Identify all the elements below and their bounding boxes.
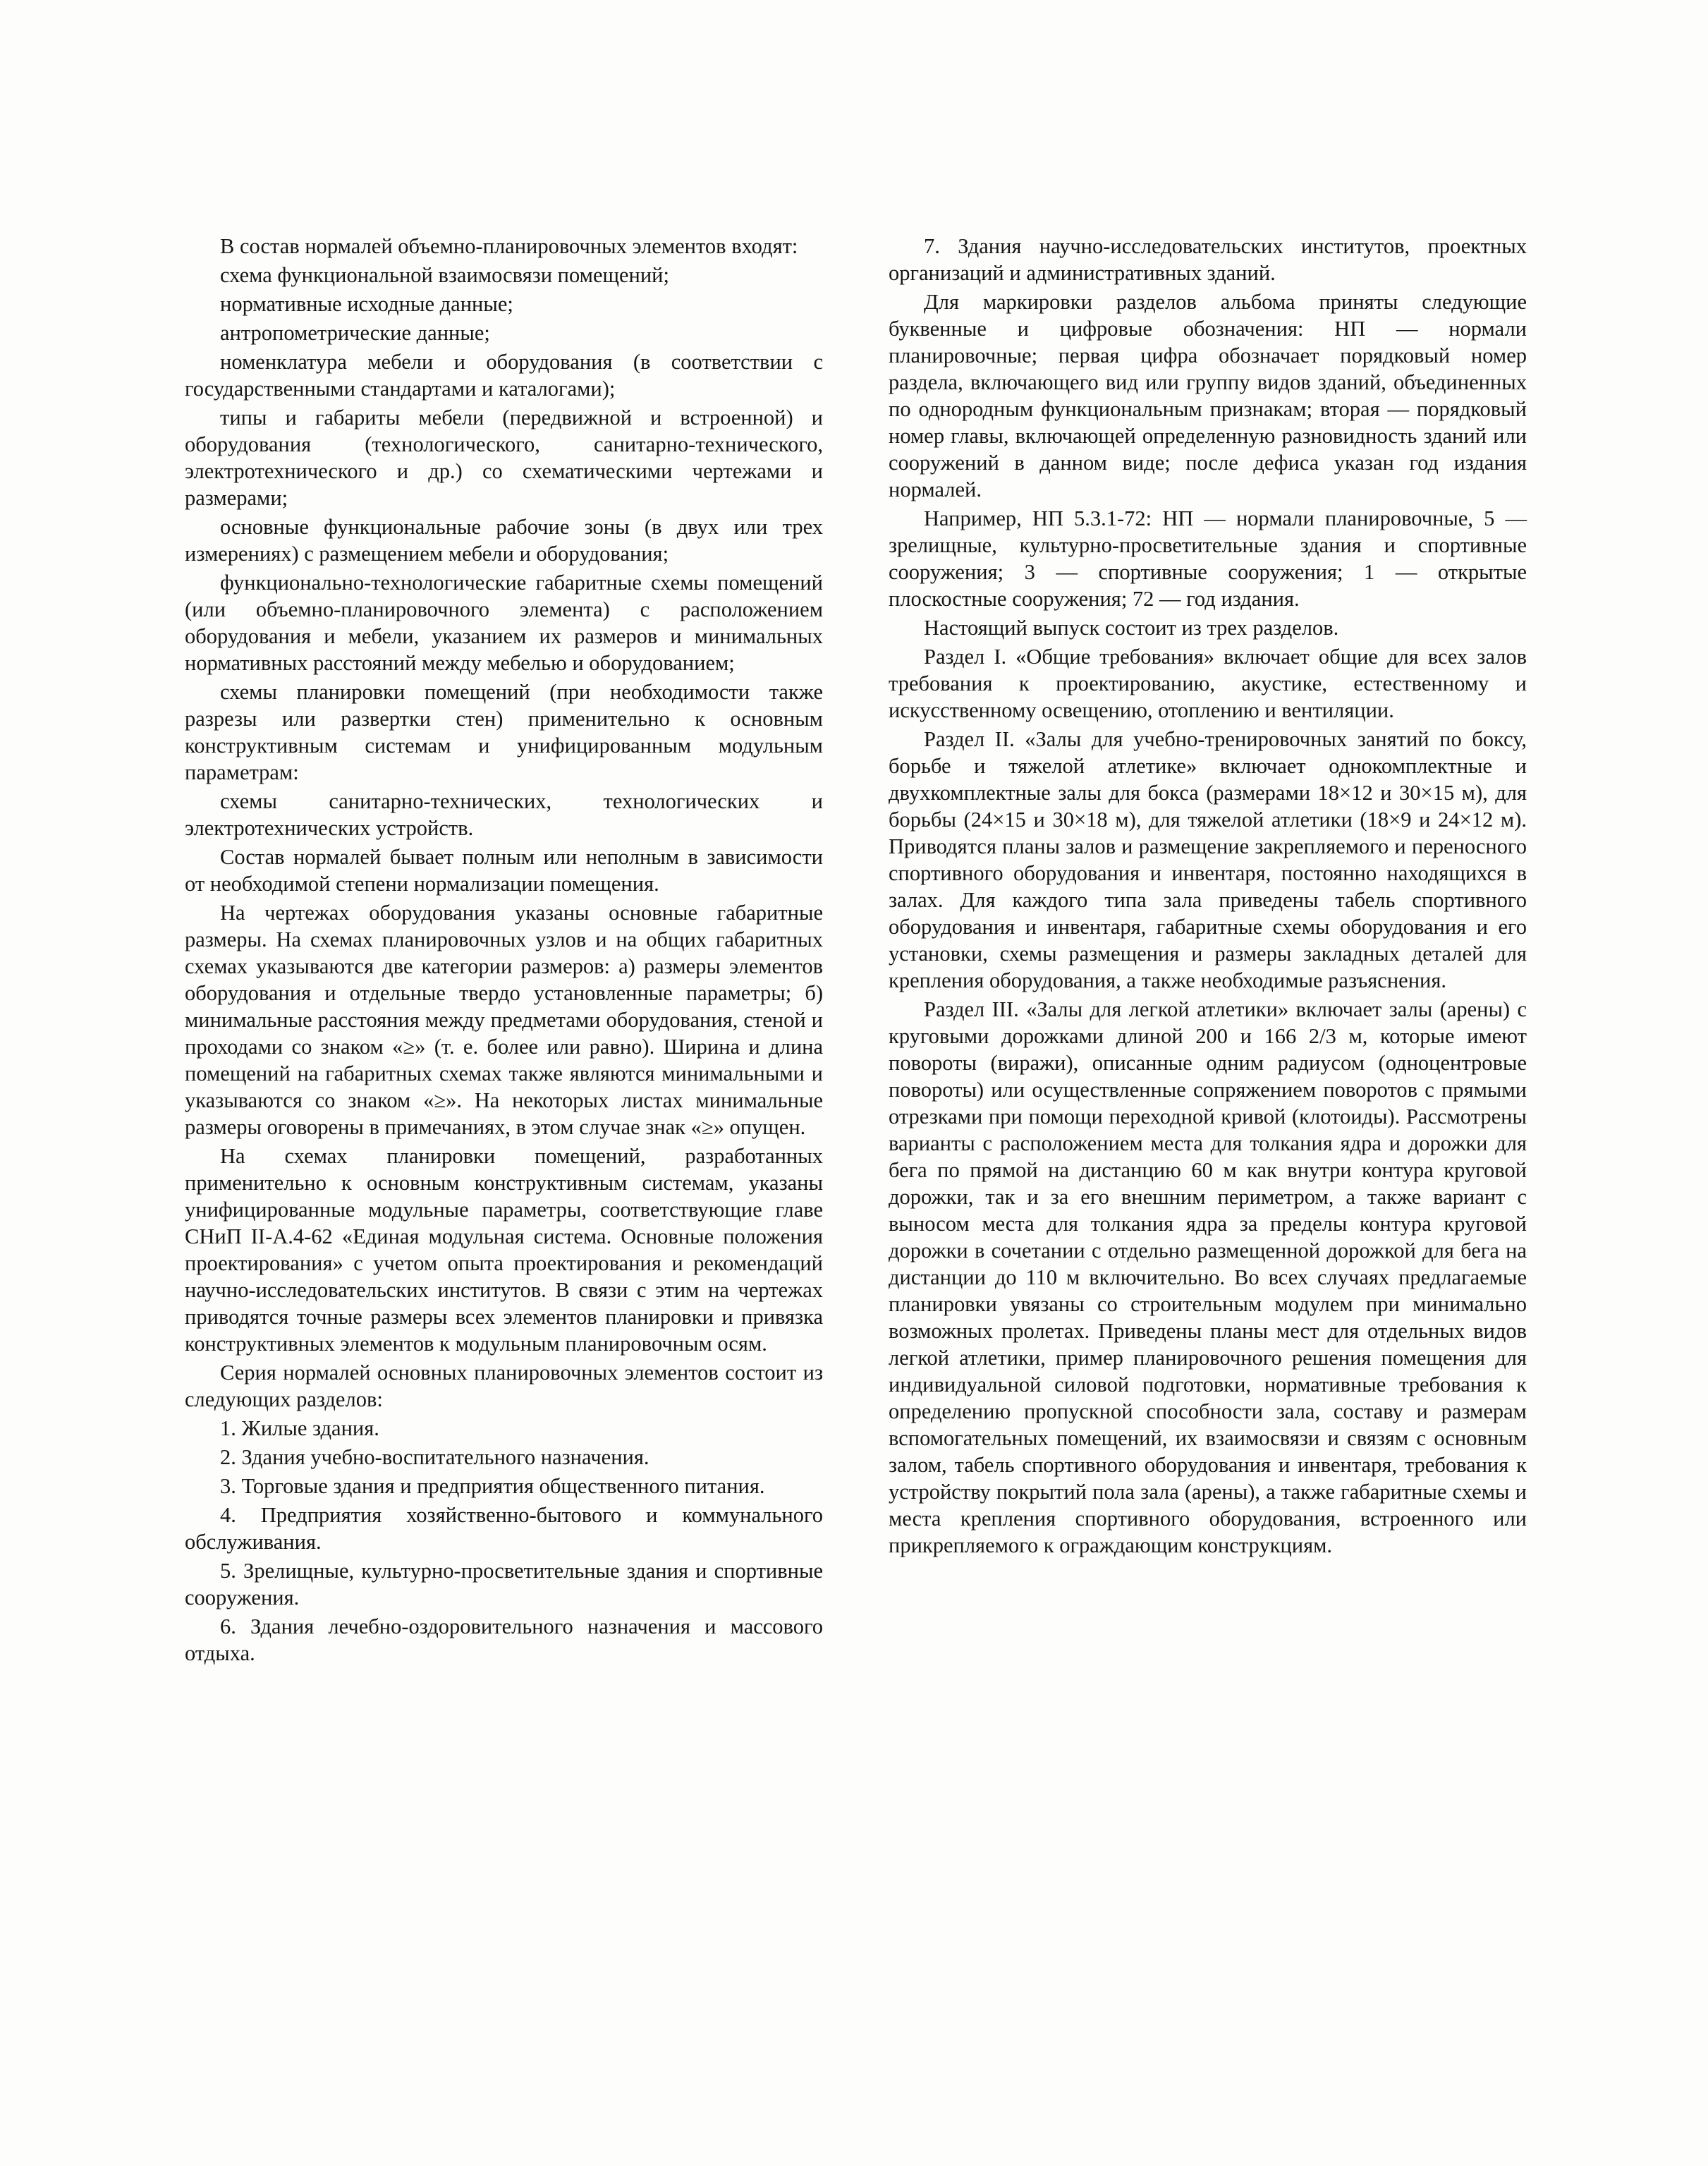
- paragraph: Раздел II. «Залы для учебно-тренировочных занятий по боксу, борьбе и тяжелой атлетике» включает однокомплектные и двухкомплектные залы для бокса (размерами 18×12 и 30×15 м), для борьбы (24×15 и 30×18 м), для тяжелой атлетики (18×9 и 24×12 м). Приводятся планы залов и размещение закрепляемого и переносного спортивного оборудования и инвентаря, постоянно находящихся в залах. Для каждого типа зала приведены табель спортивного оборудования и инвентаря, габаритные схемы оборудования и его установки, схемы размещения и размеры закладных деталей для крепления оборудования, а также необходимые разъяснения.: [889, 727, 1527, 992]
- paragraph: В состав нормалей объемно-планировочных элементов входят:: [220, 234, 798, 258]
- right-column: [889, 233, 1527, 1561]
- paragraph: Серия нормалей основных планировочных элементов состоит из следующих разделов:: [185, 1361, 823, 1411]
- list-item: 7. Здания научно-исследовательских институтов, проектных организаций и административных зданий.: [889, 234, 1527, 285]
- paragraph: антропометрические данные;: [220, 321, 490, 345]
- list-item: 3. Торговые здания и предприятия общественного питания.: [220, 1474, 765, 1498]
- paragraph: Раздел I. «Общие требования» включает общие для всех залов требования к проектированию, акустике, естественному и искусственному освещению, отоплению и вентиляции.: [889, 645, 1527, 722]
- list-item: 6. Здания лечебно-оздоровительного назначения и массового отдыха.: [185, 1614, 823, 1665]
- paragraph: Настоящий выпуск состоит из трех разделов.: [924, 616, 1339, 640]
- paragraph: На схемах планировки помещений, разработанных применительно к основным конструктивным системам, указаны унифицированные модульные параметры, соответствующие главе СНиП II-А.4-62 «Единая модульная система. Основные положения проектирования» с учетом опыта проектирования и рекомендаций научно-исследовательских институтов. В связи с этим на чертежах приводятся точные размеры всех элементов планировки и привязка конструктивных элементов к модульным планировочным осям.: [185, 1144, 823, 1356]
- paragraph: функционально-технологические габаритные схемы помещений (или объемно-планировочного элемента) с расположением оборудования и мебели, указанием их размеров и минимальных нормативных расстояний между мебелью и оборудованием;: [185, 571, 823, 675]
- left-column: [185, 233, 823, 1669]
- list-item: 4. Предприятия хозяйственно-бытового и коммунального обслуживания.: [185, 1503, 823, 1554]
- paragraph: Состав нормалей бывает полным или неполным в зависимости от необходимой степени нормализации помещения.: [185, 845, 823, 896]
- paragraph: нормативные исходные данные;: [220, 292, 513, 316]
- list-item: 1. Жилые здания.: [220, 1416, 379, 1440]
- paragraph: основные функциональные рабочие зоны (в двух или трех измерениях) с размещением мебели и оборудования;: [185, 515, 823, 566]
- paragraph: схемы санитарно-технических, технологических и электротехнических устройств.: [185, 789, 823, 840]
- paragraph: номенклатура мебели и оборудования (в соответствии с государственными стандартами и каталогами);: [185, 350, 823, 401]
- paragraph: схема функциональной взаимосвязи помещений;: [220, 263, 669, 287]
- paragraph: На чертежах оборудования указаны основные габаритные размеры. На схемах планировочных узлов и на общих габаритных схемах указываются две категории размеров: а) размеры элементов оборудования и отдельные твердо установленные параметры; б) минимальные расстояния между предметами оборудования, стеной и проходами со знаком «≥» (т. е. более или равно). Ширина и длина помещений на габаритных схемах также являются минимальными и указываются со знаком «≥». На некоторых листах минимальные размеры оговорены в примечаниях, в этом случае знак «≥» опущен.: [185, 901, 823, 1139]
- paragraph: Например, НП 5.3.1-72: НП — нормали планировочные, 5 — зрелищные, культурно-просветительные здания и спортивные сооружения; 3 — спортивные сооружения; 1 — открытые плоскостные сооружения; 72 — год издания.: [889, 506, 1527, 611]
- paragraph: Раздел III. «Залы для легкой атлетики» включает залы (арены) с круговыми дорожками длиной 200 и 166 2/3 м, которые имеют повороты (виражи), описанные одним радиусом (одноцентровые повороты) или осуществленные сопряжением поворотов с прямыми отрезками при помощи переходной кривой (клотоиды). Рассмотрены варианты с расположением места для толкания ядра и дорожки для бега по прямой на дистанцию 60 м как внутри контура круговой дорожки, так и за его внешним периметром, а также вариант с выносом места для толкания ядра за пределы контура круговой дорожки в сочетании с отдельно размещенной дорожкой для бега на дистанции до 110 м включительно. Во всех случаях предлагаемые планировки увязаны со строительным модулем при минимально возможных пролетах. Приведены планы мест для отдельных видов легкой атлетики, пример планировочного решения помещения для индивидуальной силовой подготовки, нормативные требования к определению пропускной способности зала, составу и размерам вспомогательных помещений, их взаимосвязи и связям с основным залом, табель спортивного оборудования и инвентаря, требования к устройству покрытий пола зала (арены), а также габаритные схемы и места крепления спортивного оборудования, встроенного или прикрепляемого к ограждающим конструкциям.: [889, 997, 1527, 1557]
- paragraph: Для маркировки разделов альбома приняты следующие буквенные и цифровые обозначения: НП — нормали планировочные; первая цифра обозначает порядковый номер раздела, включающего вид или группу видов зданий, объединенных по однородным функциональным признакам; вторая — порядковый номер главы, включающей определенную разновидность зданий или сооружений в данном виде; после дефиса указан год издания нормалей.: [889, 290, 1527, 501]
- list-item: 2. Здания учебно-воспитательного назначения.: [220, 1445, 649, 1469]
- paragraph: схемы планировки помещений (при необходимости также разрезы или развертки стен) применительно к основным конструктивным системам и унифицированным модульным параметрам:: [185, 680, 823, 784]
- paragraph: типы и габариты мебели (передвижной и встроенной) и оборудования (технологического, санитарно-технического, электротехнического и др.) со схематическими чертежами и размерами;: [185, 406, 823, 510]
- list-item: 5. Зрелищные, культурно-просветительные здания и спортивные сооружения.: [185, 1559, 823, 1610]
